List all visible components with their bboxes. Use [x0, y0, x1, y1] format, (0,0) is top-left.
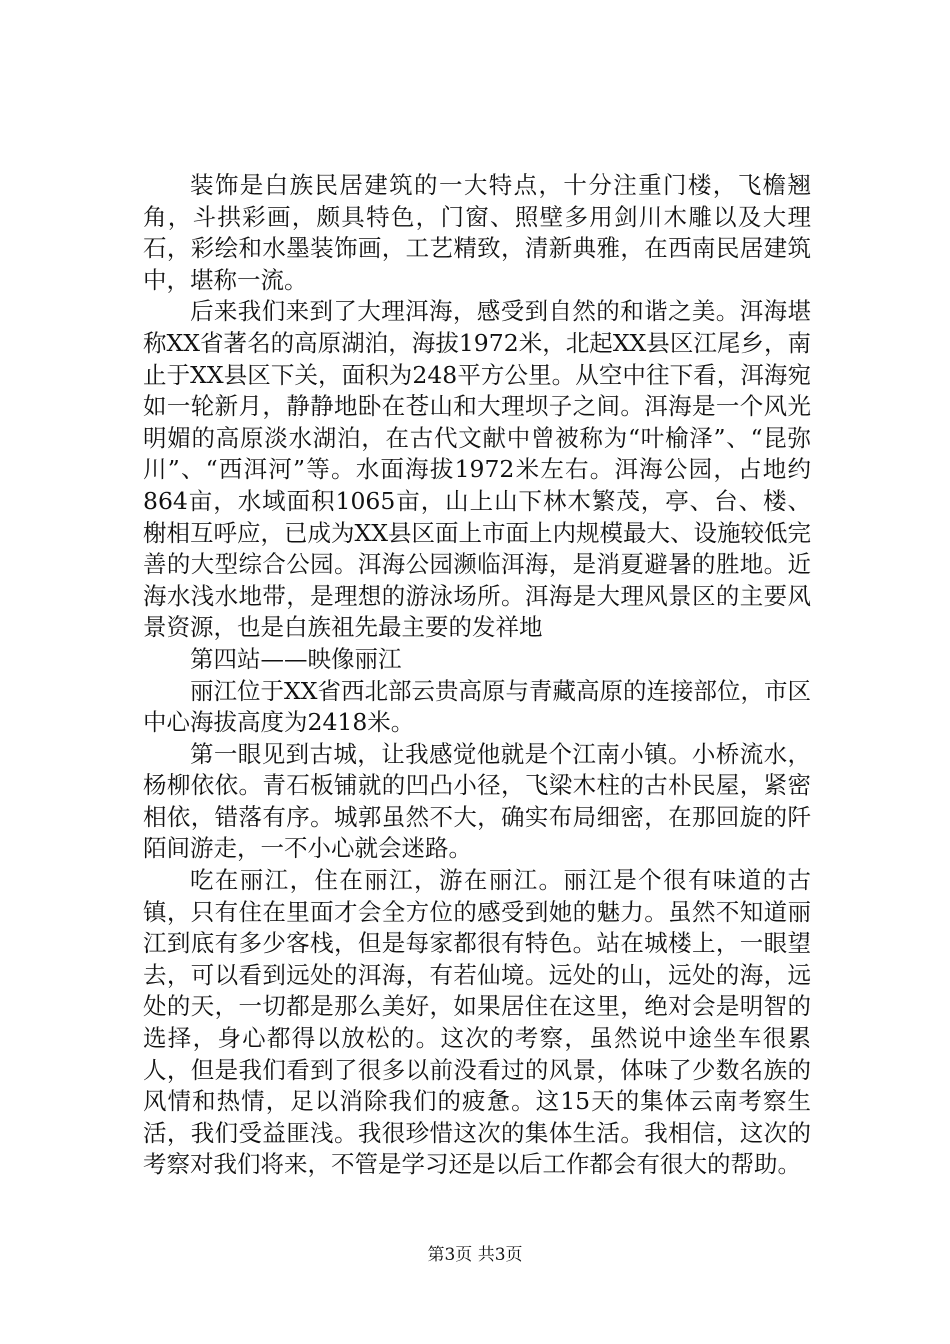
- paragraph-erhai: 后来我们来到了大理洱海，感受到自然的和谐之美。洱海堪称XX省著名的高原湖泊，海拔1972米，北起XX县区江尾乡，南止于XX县区下关，面积为248平方公里。从空中往下看，洱海宛如一轮新月，静静地卧在苍山和大理坝子之间。洱海是一个风光明媚的高原淡水湖泊，在古代文献中曾被称为“叶榆泽”、“昆弥川”、“西洱河”等。水面海拔1972米左右。洱海公园，占地约864亩，水域面积1065亩，山上山下林木繁茂，亭、台、楼、榭相互呼应，已成为XX县区面上市面上内规模最大、设施较低完善的大型综合公园。洱海公园濒临洱海，是消夏避暑的胜地。近海水浅水地带，是理想的游泳场所。洱海是大理风景区的主要风景资源，也是白族祖先最主要的发祥地: [143, 297, 811, 642]
- paragraph-decoration: 装饰是白族民居建筑的一大特点，十分注重门楼，飞檐翘角，斗拱彩画，颇具特色，门窗、照壁多用剑川木雕以及大理石，彩绘和水墨装饰画，工艺精致，清新典雅，在西南民居建筑中，堪称一流。: [143, 171, 811, 294]
- section-heading-lijiang: 第四站——映像丽江: [190, 644, 402, 673]
- page-footer: 第3页 共3页: [427, 1245, 523, 1265]
- paragraph-conclusion: 吃在丽江，住在丽江，游在丽江。丽江是个很有味道的古镇，只有住在里面才会全方位的感受到她的魅力。虽然不知道丽江到底有多少客栈，但是每家都很有特色。站在城楼上，一眼望去，可以看到远处的洱海，有若仙境。远处的山，远处的海，远处的天，一切都是那么美好，如果居住在这里，绝对会是明智的选择，身心都得以放松的。这次的考察，虽然说中途坐车很累人，但是我们看到了很多以前没看过的风景，体味了少数名族的风情和热情，足以消除我们的疲惫。这15天的集体云南考察生活，我们受益匪浅。我很珍惜这次的集体生活。我相信，这次的考察对我们将来，不管是学习还是以后工作都会有很大的帮助。: [143, 866, 811, 1179]
- paragraph-old-town: 第一眼见到古城，让我感觉他就是个江南小镇。小桥流水，杨柳依依。青石板铺就的凹凸小径，飞梁木柱的古朴民屋，紧密相依，错落有序。城郭虽然不大，确实布局细密，在那回旋的阡陌间游走，一不小心就会迷路。: [143, 739, 811, 863]
- document-body: [143, 170, 811, 1181]
- paragraph-lijiang-location: 丽江位于XX省西北部云贵高原与青藏高原的连接部位，市区中心海拔高度为2418米。: [143, 676, 811, 737]
